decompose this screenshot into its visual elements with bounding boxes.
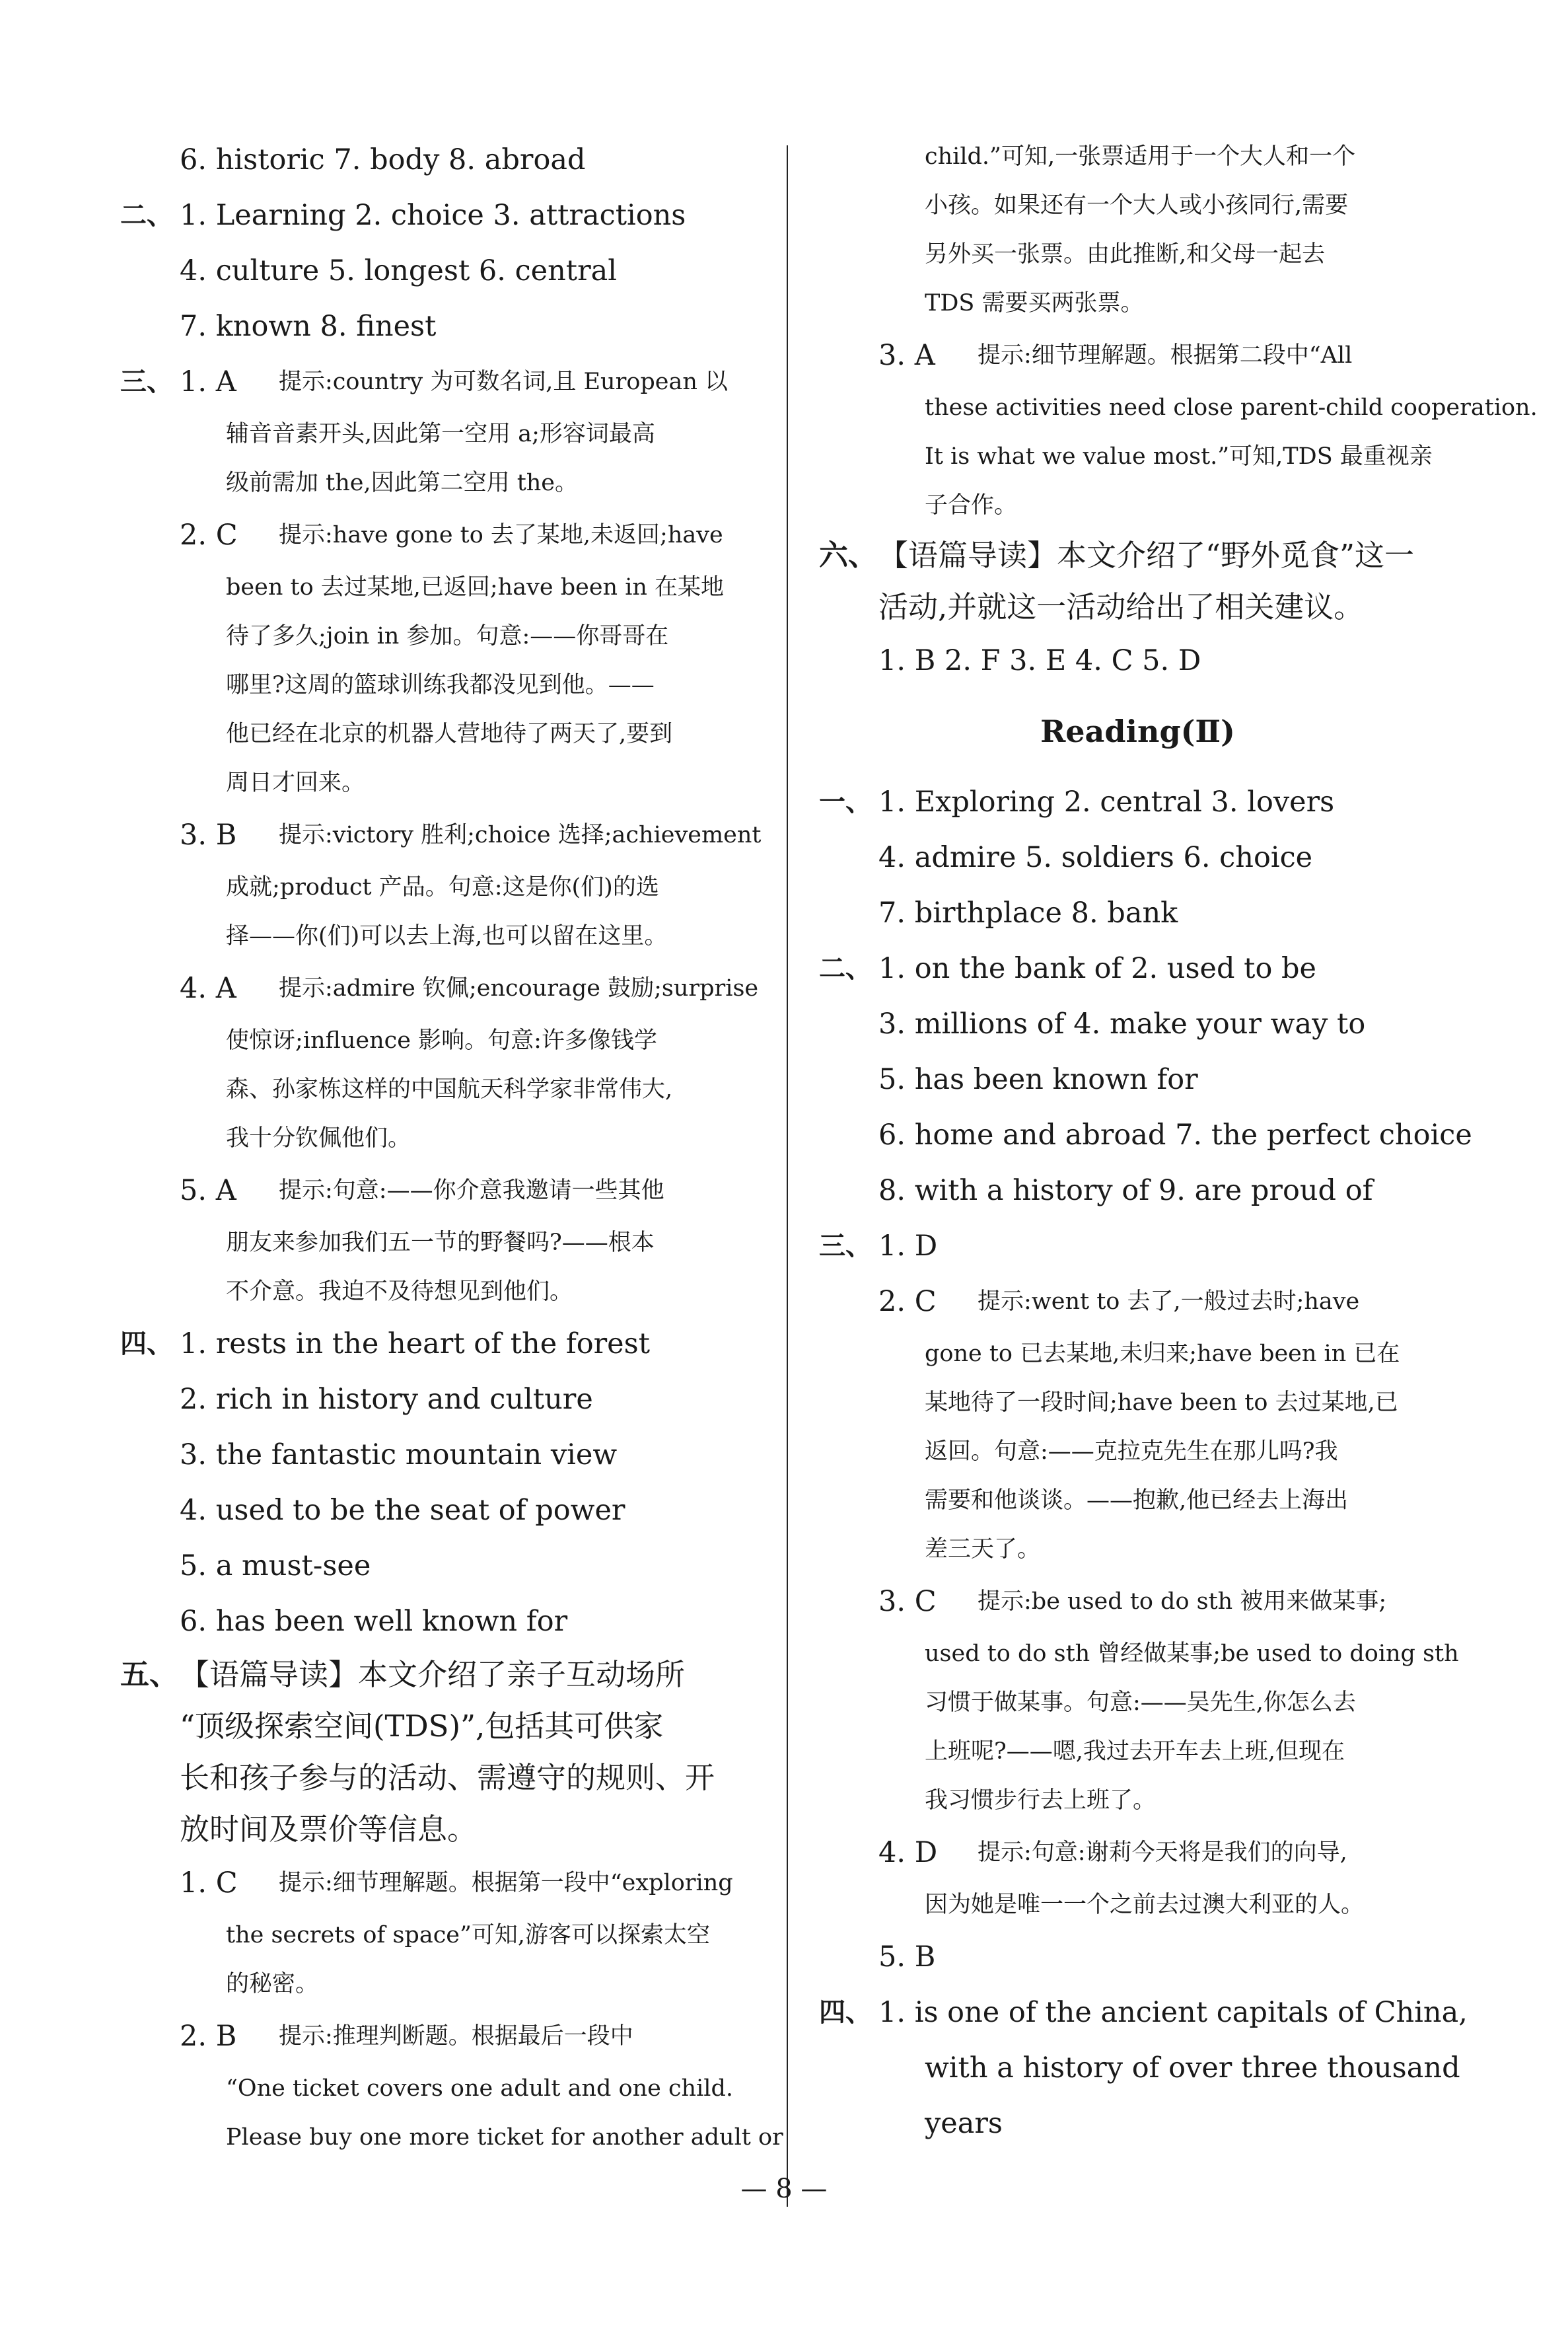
hint-continuation-line xyxy=(819,181,1456,230)
answer-line xyxy=(819,328,1456,383)
line-text: It is what we value most.”可知,TDS 最重视亲 xyxy=(925,443,1433,470)
answer-line xyxy=(120,1163,754,1218)
passage-guide-line xyxy=(120,1701,754,1752)
line-text: 择——你(们)可以去上海,也可以留在这里。 xyxy=(226,923,668,949)
hint-continuation-line xyxy=(120,1114,754,1163)
section-number: 三、 xyxy=(120,367,173,397)
hint-continuation-line xyxy=(819,1727,1456,1776)
line-text: 使惊讶;influence 影响。句意:许多像钱学 xyxy=(226,1027,657,1054)
line-text: 5. a must-see xyxy=(180,1549,371,1582)
hint-continuation-line xyxy=(120,1065,754,1114)
hint-continuation-line xyxy=(120,661,754,710)
line-text: 森、孙家栋这样的中国航天科学家非常伟大, xyxy=(226,1076,673,1103)
line-text: 需要和他谈谈。——抱歉,他已经去上海出 xyxy=(925,1487,1349,1514)
line-text: 【语篇导读】本文介绍了“野外觅食”这一 xyxy=(878,538,1415,573)
answer-line xyxy=(819,1107,1472,1163)
answer-line xyxy=(120,1483,754,1538)
answer-line xyxy=(819,830,1456,885)
line-text: 2. C xyxy=(878,1285,937,1318)
line-text: 7. known 8. finest xyxy=(180,310,437,343)
hint-continuation-line xyxy=(819,432,1456,481)
line-text: 级前需加 the,因此第二空用 the。 xyxy=(226,470,579,496)
answer-line xyxy=(120,299,754,354)
line-text: with a history of over three thousand xyxy=(925,2051,1460,2085)
answer-line xyxy=(819,1574,1456,1629)
line-text: 差三天了。 xyxy=(925,1536,1041,1563)
hint-text: 提示:be used to do sth 被用来做某事; xyxy=(978,1588,1387,1615)
line-text: 哪里?这周的篮球训练我都没见到他。—— xyxy=(226,672,655,698)
hint-text: 提示:推理判断题。根据最后一段中 xyxy=(279,2023,633,2049)
passage-guide-line xyxy=(120,1649,754,1701)
line-text: been to 去过某地,已返回;have been in 在某地 xyxy=(226,574,725,601)
hint-continuation-line xyxy=(120,710,754,758)
line-text: 3. B xyxy=(180,819,237,852)
answer-line xyxy=(819,1929,1456,1985)
line-text: 6. historic 7. body 8. abroad xyxy=(180,143,586,176)
line-text: 成就;product 产品。句意:这是你(们)的选 xyxy=(226,874,659,901)
hint-continuation-line xyxy=(819,1378,1456,1427)
line-text: 3. C xyxy=(878,1585,937,1618)
answer-line xyxy=(120,132,754,188)
line-text: 我习惯步行去上班了。 xyxy=(925,1787,1157,1814)
line-text: 3. A xyxy=(878,339,935,372)
line-text: 5. has been known for xyxy=(878,1063,1198,1096)
line-text: 周日才回来。 xyxy=(226,770,365,796)
line-text: 活动,并就这一活动给出了相关建议。 xyxy=(878,589,1364,624)
right-column xyxy=(819,132,1538,2151)
passage-guide-line xyxy=(819,581,1456,633)
line-text: 的秘密。 xyxy=(226,1971,319,1997)
hint-continuation-line xyxy=(819,481,1456,530)
hint-continuation-line xyxy=(120,459,754,507)
answer-line xyxy=(819,633,1456,688)
line-text: 5. A xyxy=(180,1174,236,1207)
line-text: 因为她是唯一一个之前去过澳大利亚的人。 xyxy=(925,1892,1365,1918)
answer-line xyxy=(819,1825,1456,1880)
passage-guide-line xyxy=(120,1752,754,1804)
line-text: 1. is one of the ancient capitals of China, xyxy=(878,1996,1468,2029)
line-text: 7. birthplace 8. bank xyxy=(878,897,1178,930)
line-text: 4. used to be the seat of power xyxy=(180,1494,625,1527)
answer-line xyxy=(819,1274,1456,1329)
line-text: 4. culture 5. longest 6. central xyxy=(180,254,618,287)
hint-text: 提示:admire 钦佩;encourage 鼓励;surprise xyxy=(279,975,759,1002)
line-text: years xyxy=(925,2107,1003,2140)
answer-line xyxy=(819,2040,1460,2096)
line-text: 1. Learning 2. choice 3. attractions xyxy=(180,199,686,232)
line-text: 1. B 2. F 3. E 4. C 5. D xyxy=(878,644,1201,677)
answer-line xyxy=(120,807,762,863)
hint-continuation-line xyxy=(819,1629,1459,1678)
line-text: 习惯于做某事。句意:——吴先生,你怎么去 xyxy=(925,1689,1356,1716)
hint-text: 提示:country 为可数名词,且 European 以 xyxy=(279,369,729,395)
hint-text: 提示:细节理解题。根据第二段中“All xyxy=(978,342,1353,369)
line-text: 4. D xyxy=(878,1836,938,1869)
hint-continuation-line xyxy=(120,912,754,961)
answer-line xyxy=(120,1538,754,1594)
line-text: 1. A xyxy=(180,365,236,398)
hint-continuation-line xyxy=(819,1329,1456,1378)
left-column xyxy=(120,132,783,2162)
line-text: 小孩。如果还有一个大人或小孩同行,需要 xyxy=(925,192,1349,219)
section-number: 五、 xyxy=(120,1658,178,1691)
line-text: 辅音音素开头,因此第一空用 a;形容词最高 xyxy=(226,421,655,447)
answer-line xyxy=(819,2096,1456,2151)
hint-continuation-line xyxy=(120,863,754,912)
line-text: 2. C xyxy=(180,519,238,552)
hint-continuation-line xyxy=(819,279,1456,328)
answer-line xyxy=(120,1316,754,1372)
line-text: 3. the fantastic mountain view xyxy=(180,1438,618,1471)
section-number: 二、 xyxy=(819,953,872,984)
answer-line xyxy=(120,243,754,299)
line-text: 5. B xyxy=(878,1940,936,1974)
line-text: 另外买一张票。由此推断,和父母一起去 xyxy=(925,241,1326,268)
passage-guide-line xyxy=(120,1804,754,1855)
line-text: 返回。句意:——克拉克先生在那儿吗?我 xyxy=(925,1438,1338,1465)
section-number: 六、 xyxy=(819,538,877,572)
line-text: 长和孩子参与的活动、需遵守的规则、开 xyxy=(180,1760,715,1795)
answer-line xyxy=(120,1427,754,1483)
section-heading: Reading(Ⅱ) xyxy=(1040,714,1235,749)
hint-continuation-line xyxy=(120,1911,754,1960)
line-text: 1. rests in the heart of the forest xyxy=(180,1327,650,1360)
hint-continuation-line xyxy=(120,2064,754,2113)
hint-text: 提示:victory 胜利;choice 选择;achievement xyxy=(279,822,762,848)
line-text: 3. millions of 4. make your way to xyxy=(878,1008,1366,1041)
hint-text: 提示:句意:——你介意我邀请一些其他 xyxy=(279,1177,664,1204)
line-text: 他已经在北京的机器人营地待了两天了,要到 xyxy=(226,721,673,747)
hint-continuation-line xyxy=(819,383,1538,432)
line-text: 4. admire 5. soldiers 6. choice xyxy=(878,841,1313,874)
line-text: 2. B xyxy=(180,2020,237,2053)
answer-line xyxy=(819,885,1456,941)
section-number: 一、 xyxy=(819,787,872,817)
section-number: 三、 xyxy=(819,1231,872,1261)
hint-text: 提示:have gone to 去了某地,未返回;have xyxy=(279,522,723,548)
page-number: — 8 — xyxy=(740,2174,828,2204)
line-text: Please buy one more ticket for another adult or xyxy=(226,2124,783,2151)
answer-line xyxy=(819,941,1456,996)
hint-continuation-line xyxy=(120,410,754,459)
line-text: 6. has been well known for xyxy=(180,1605,568,1638)
line-text: the secrets of space”可知,游客可以探索太空 xyxy=(226,1922,711,1948)
hint-continuation-line xyxy=(819,1427,1456,1476)
answer-line xyxy=(120,507,754,563)
answer-line xyxy=(819,1985,1468,2040)
answer-line xyxy=(120,1855,754,1911)
hint-continuation-line xyxy=(120,563,754,612)
answer-line xyxy=(819,774,1456,830)
line-text: 朋友来参加我们五一节的野餐吗?——根本 xyxy=(226,1230,655,1256)
section-number: 四、 xyxy=(819,1997,872,2028)
line-text: these activities need close parent-child cooperation. xyxy=(925,394,1538,421)
hint-continuation-line xyxy=(120,1267,754,1316)
line-text: “顶级探索空间(TDS)”,包括其可供家 xyxy=(180,1709,664,1744)
hint-continuation-line xyxy=(120,1218,754,1267)
line-text: 1. Exploring 2. central 3. lovers xyxy=(878,786,1335,819)
line-text: used to do sth 曾经做某事;be used to doing sth xyxy=(925,1641,1459,1667)
line-text: 2. rich in history and culture xyxy=(180,1383,593,1416)
line-text: 1. C xyxy=(180,1866,238,1900)
hint-continuation-line xyxy=(819,1476,1456,1525)
hint-continuation-line xyxy=(819,230,1456,279)
hint-continuation-line xyxy=(819,1525,1456,1574)
hint-text: 提示:went to 去了,一般过去时;have xyxy=(978,1288,1360,1315)
hint-continuation-line xyxy=(120,758,754,807)
line-text: 上班呢?——嗯,我过去开车去上班,但现在 xyxy=(925,1738,1345,1765)
line-text: 某地待了一段时间;have been to 去过某地,已 xyxy=(925,1389,1398,1416)
line-text: TDS 需要买两张票。 xyxy=(925,290,1144,316)
line-text: 我十分钦佩他们。 xyxy=(226,1125,411,1152)
column-divider xyxy=(787,145,788,2207)
line-text: 1. D xyxy=(878,1230,938,1263)
answer-line xyxy=(120,188,754,243)
line-text: 不介意。我迫不及待想见到他们。 xyxy=(226,1278,573,1305)
hint-text: 提示:句意:谢莉今天将是我们的向导, xyxy=(978,1839,1347,1866)
line-text: 子合作。 xyxy=(925,492,1018,519)
line-text: child.”可知,一张票适用于一个大人和一个 xyxy=(925,143,1356,170)
line-text: 1. on the bank of 2. used to be xyxy=(878,952,1316,985)
answer-line xyxy=(819,996,1456,1052)
hint-text: 提示:细节理解题。根据第一段中“exploring xyxy=(279,1870,733,1896)
line-text: 待了多久;join in 参加。句意:——你哥哥在 xyxy=(226,623,669,649)
answer-line xyxy=(120,961,759,1016)
answer-line xyxy=(120,354,754,410)
hint-continuation-line xyxy=(120,2113,783,2162)
answer-line xyxy=(120,1594,754,1649)
answer-line xyxy=(819,1163,1456,1218)
section-number: 二、 xyxy=(120,200,173,231)
passage-guide-line xyxy=(819,530,1456,581)
line-text: 放时间及票价等信息。 xyxy=(180,1812,478,1847)
hint-continuation-line xyxy=(120,1960,754,2009)
line-text: 【语篇导读】本文介绍了亲子互动场所 xyxy=(180,1657,686,1692)
line-text: 6. home and abroad 7. the perfect choice xyxy=(878,1119,1472,1152)
hint-continuation-line xyxy=(120,612,754,661)
answer-line xyxy=(120,2009,754,2064)
line-text: gone to 已去某地,未归来;have been in 已在 xyxy=(925,1341,1400,1367)
hint-continuation-line xyxy=(819,1678,1456,1727)
answer-line xyxy=(819,1218,1456,1274)
line-text: 4. A xyxy=(180,972,236,1005)
hint-continuation-line xyxy=(819,1880,1456,1929)
hint-continuation-line xyxy=(120,1016,754,1065)
line-text: 8. with a history of 9. are proud of xyxy=(878,1174,1373,1207)
section-number: 四、 xyxy=(120,1329,173,1359)
answer-line xyxy=(819,1052,1456,1107)
hint-continuation-line xyxy=(819,1776,1456,1825)
hint-continuation-line xyxy=(819,132,1456,181)
answer-line xyxy=(120,1372,754,1427)
line-text: “One ticket covers one adult and one child. xyxy=(226,2075,734,2102)
